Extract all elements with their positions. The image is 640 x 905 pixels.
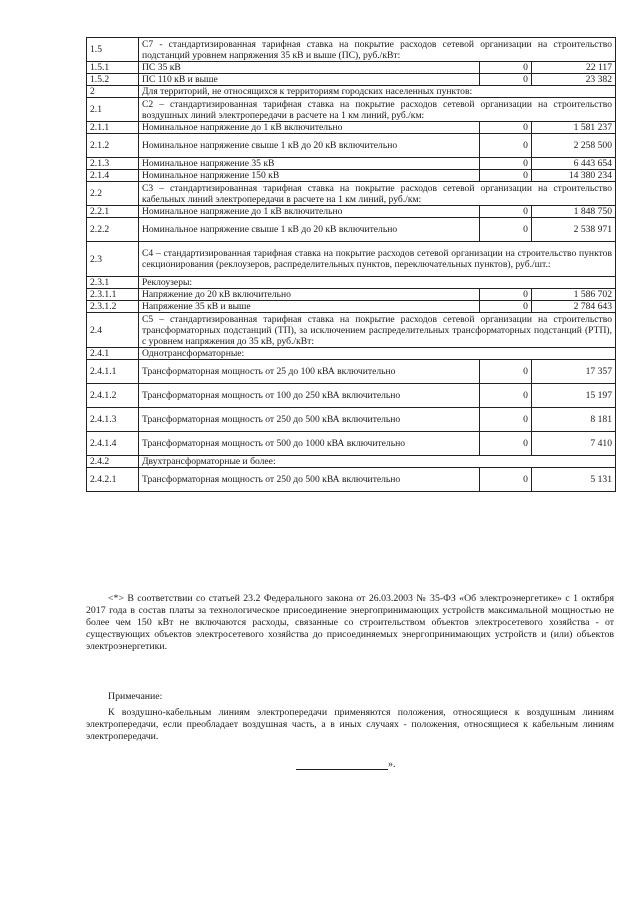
table-row (87, 348, 616, 360)
table-row (87, 74, 616, 86)
row-number: 2.4.2.1 (87, 468, 139, 492)
row-description: Напряжение до 20 кВ включительно (139, 289, 480, 301)
closing-quote: ». (388, 759, 396, 770)
row-description: Номинальное напряжение до 1 кВ включительно (139, 122, 480, 134)
row-number: 2.4.1 (87, 348, 139, 360)
footnote-block (86, 593, 614, 653)
row-number: 1.5.1 (87, 62, 139, 74)
row-number: 1.5 (87, 38, 139, 62)
row-zero-value: 0 (479, 384, 531, 408)
table-row (87, 98, 616, 122)
row-number: 2.2.2 (87, 218, 139, 242)
row-rate-value: 23 382 (531, 74, 615, 86)
row-description: Номинальное напряжение 35 кВ (139, 158, 480, 170)
row-number: 2.3.1.1 (87, 289, 139, 301)
table-row (87, 456, 616, 468)
row-zero-value: 0 (479, 206, 531, 218)
row-description: С3 – стандартизированная тарифная ставка на покрытие расходов сетевой организации на строительство кабельных линий электропередачи в расчете на 1 км линий, руб./км: (139, 182, 616, 206)
row-zero-value: 0 (479, 218, 531, 242)
row-zero-value: 0 (479, 468, 531, 492)
row-description: Однотрансформаторные: (139, 348, 616, 360)
table-row (87, 122, 616, 134)
table-row (87, 468, 616, 492)
table-row (87, 134, 616, 158)
note-text: К воздушно-кабельным линиям электропередачи применяются положения, относящиеся к воздушным линиям электропередачи, если преобладает воздушная часть, а в иных случаях - положения, относящиеся к кабельным линиям электропередачи. (86, 707, 614, 742)
row-rate-value: 17 357 (531, 360, 615, 384)
row-description: Трансформаторная мощность от 500 до 1000 кВА включительно (139, 432, 480, 456)
row-number: 2.3 (87, 242, 139, 277)
row-zero-value: 0 (479, 301, 531, 313)
row-description: Трансформаторная мощность от 250 до 500 кВА включительно (139, 468, 480, 492)
row-zero-value: 0 (479, 134, 531, 158)
row-description: Номинальное напряжение 150 кВ (139, 170, 480, 182)
table-row (87, 170, 616, 182)
row-number: 2.3.1 (87, 277, 139, 289)
row-number: 2.1.3 (87, 158, 139, 170)
row-number: 2.2.1 (87, 206, 139, 218)
row-zero-value: 0 (479, 158, 531, 170)
row-rate-value: 2 538 971 (531, 218, 615, 242)
tariff-table (86, 37, 616, 492)
table-row (87, 432, 616, 456)
table-row (87, 384, 616, 408)
row-rate-value: 1 848 750 (531, 206, 615, 218)
footnote-text: <*> В соответствии со статьей 23.2 Федерального закона от 26.03.2003 № 35-ФЗ «Об электроэнергетике» с 1 октября 2017 года в состав платы за технологическое присоединение энергопринимающих устройств максимальной мощностью не более чем 150 кВт не включаются расходы, связанные со строительством объектов электросетевого хозяйства - от существующих объектов электросетевого хозяйства до присоединяемых энергопринимающих устройств и (или) объектов электроэнергетики. (86, 593, 614, 652)
row-rate-value: 2 784 643 (531, 301, 615, 313)
row-number: 2.1 (87, 98, 139, 122)
row-description: ПС 35 кВ (139, 62, 480, 74)
signature-underline (296, 759, 388, 770)
row-description: Для территорий, не относящихся к территориям городских населенных пунктов: (139, 86, 616, 98)
table-row (87, 86, 616, 98)
row-rate-value: 15 197 (531, 384, 615, 408)
row-rate-value: 5 131 (531, 468, 615, 492)
row-description: ПС 110 кВ и выше (139, 74, 480, 86)
row-number: 2.4 (87, 313, 139, 348)
row-description: Трансформаторная мощность от 250 до 500 кВА включительно (139, 408, 480, 432)
row-rate-value: 2 258 500 (531, 134, 615, 158)
row-zero-value: 0 (479, 122, 531, 134)
table-row (87, 360, 616, 384)
table-row (87, 408, 616, 432)
row-rate-value: 8 181 (531, 408, 615, 432)
table-row (87, 62, 616, 74)
row-number: 2.4.1.4 (87, 432, 139, 456)
row-description: Номинальное напряжение до 1 кВ включительно (139, 206, 480, 218)
row-number: 1.5.2 (87, 74, 139, 86)
note-block (86, 691, 614, 743)
row-description: Реклоузеры: (139, 277, 616, 289)
row-number: 2.3.1.2 (87, 301, 139, 313)
row-zero-value: 0 (479, 432, 531, 456)
row-description: Трансформаторная мощность от 100 до 250 кВА включительно (139, 384, 480, 408)
closing-line (296, 759, 396, 770)
row-zero-value: 0 (479, 408, 531, 432)
row-rate-value: 1 581 237 (531, 122, 615, 134)
row-description: Номинальное напряжение свыше 1 кВ до 20 кВ включительно (139, 218, 480, 242)
table-row (87, 277, 616, 289)
row-number: 2.1.4 (87, 170, 139, 182)
table-row (87, 206, 616, 218)
row-number: 2.1.2 (87, 134, 139, 158)
row-number: 2.4.1.2 (87, 384, 139, 408)
note-title: Примечание: (108, 691, 163, 702)
table-row (87, 158, 616, 170)
row-rate-value: 22 117 (531, 62, 615, 74)
row-description: С4 – стандартизированная тарифная ставка на покрытие расходов сетевой организации на строительство пунктов секционирования (реклоузеров, распределительных пунктов, переключательных пунктов), руб./шт.: (139, 242, 616, 277)
table-row (87, 218, 616, 242)
row-number: 2.4.1.3 (87, 408, 139, 432)
row-description: Номинальное напряжение свыше 1 кВ до 20 кВ включительно (139, 134, 480, 158)
row-zero-value: 0 (479, 289, 531, 301)
row-number: 2 (87, 86, 139, 98)
table-row (87, 242, 616, 277)
row-zero-value: 0 (479, 360, 531, 384)
row-rate-value: 1 586 702 (531, 289, 615, 301)
table-row (87, 182, 616, 206)
row-rate-value: 6 443 654 (531, 158, 615, 170)
row-description: Напряжение 35 кВ и выше (139, 301, 480, 313)
table-row (87, 38, 616, 62)
table-row (87, 301, 616, 313)
row-description: С5 – стандартизированная тарифная ставка на покрытие расходов сетевой организации на строительство трансформаторных подстанций (ТП), за исключением распределительных трансформаторных подстанций (РТП), с уровнем напряжения до 35 кВ, руб./кВт: (139, 313, 616, 348)
table-row (87, 313, 616, 348)
row-description: Трансформаторная мощность от 25 до 100 кВА включительно (139, 360, 480, 384)
row-description: С2 – стандартизированная тарифная ставка на покрытие расходов сетевой организации на строительство воздушных линий электропередачи в расчете на 1 км линий, руб./км: (139, 98, 616, 122)
row-zero-value: 0 (479, 74, 531, 86)
row-zero-value: 0 (479, 62, 531, 74)
row-rate-value: 7 410 (531, 432, 615, 456)
table-row (87, 289, 616, 301)
row-zero-value: 0 (479, 170, 531, 182)
row-description: Двухтрансформаторные и более: (139, 456, 616, 468)
row-rate-value: 14 380 234 (531, 170, 615, 182)
row-number: 2.2 (87, 182, 139, 206)
row-description: С7 - стандартизированная тарифная ставка на покрытие расходов сетевой организации на строительство подстанций уровнем напряжения 35 кВ и выше (ПС), руб./кВт: (139, 38, 616, 62)
row-number: 2.1.1 (87, 122, 139, 134)
row-number: 2.4.1.1 (87, 360, 139, 384)
row-number: 2.4.2 (87, 456, 139, 468)
